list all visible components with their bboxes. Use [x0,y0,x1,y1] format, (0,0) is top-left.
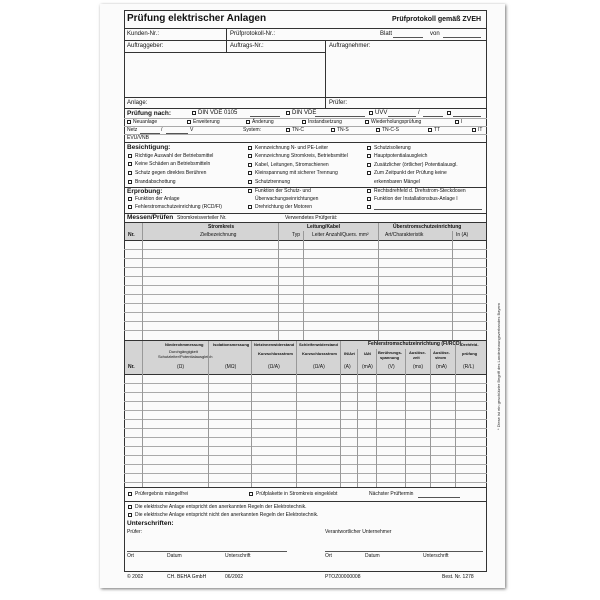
uvv-label: UVV [375,110,388,116]
auftrags-nr-label: Auftrags-Nr.: [230,43,264,49]
form-title: Prüfung elektrischer Anlagen [127,13,267,24]
table2-col-line [251,341,252,487]
col-nr: Nr. [128,232,135,238]
col-schleifen: Schleifenwiderstand [299,342,338,347]
col-beruehrung-1: Berührungs- [378,350,402,355]
table1-col-line [278,223,279,340]
besichtigung-c1-checkbox[interactable] [128,171,132,175]
instandsetzung-checkbox[interactable] [302,120,306,124]
col-in-a: In (A) [456,232,469,238]
tn-c-checkbox[interactable] [286,128,290,132]
besichtigung-c3-checkbox[interactable] [367,154,371,158]
col-durchg-2: Schutzleiter/Potentialausgleich [158,354,213,359]
col-leiter: Leiter Anzahl/Quers. mm² [312,232,369,238]
table1-col-line [378,223,379,340]
maengelfrei-label: Prüfergebnis mängelfrei [135,491,189,497]
col-fehlerstrom: Fehlerstromschutzeinrichtung (FI/RCD) [368,341,462,347]
din-vde-checkbox[interactable] [286,111,290,115]
din-vde-0105-field[interactable] [250,116,280,117]
table2-row-line [124,383,487,384]
pruefer-label: Prüfer: [329,100,348,106]
divider [124,134,487,135]
table2-col-line [142,341,143,487]
ort-label-1: Ort [127,553,134,559]
erprobung-c3-item: Funktion der Installationsbus-Anlage I [374,196,458,202]
erprobung-c2-item-b: Drehrichtung der Motoren [255,204,312,210]
erprobung-c3-checkbox[interactable] [367,197,371,201]
unit-ma-1: (mA) [362,364,373,370]
table2-row-line [124,410,487,411]
unit-v: (V) [388,364,395,370]
type-instandsetzung: Instandsetzung [308,119,342,125]
erprobung-c3-item: Rechtsdrehfeld d. Drehstrom-Steckdosen [374,188,466,194]
besichtigung-c2-item: Schutztrennung [255,179,291,185]
company: CH. BEHA GmbH [167,574,207,580]
table2-row-line [124,401,487,402]
table2-col-line [208,341,209,487]
table2-col-line [455,341,456,487]
uvv-slash: / [418,110,420,116]
erprobung-c1-checkbox[interactable] [128,205,132,209]
divider [124,142,487,143]
erprobung-c2-checkbox[interactable] [248,205,252,209]
table2-row-line [124,392,487,393]
system-tn-c: TN-C [292,127,304,133]
col-kurzschluss-1: Kurzschlussstrom [258,351,293,356]
pruefer-signature-label: Prüfer: [127,529,143,535]
table2-row-line [124,428,487,429]
unit-ohm-a-1: (Ω/A) [268,364,280,370]
uvv-field-1[interactable] [388,116,416,117]
table1-row-line [124,303,487,304]
besichtigung-c3-item: Schutzisolierung [374,145,411,151]
system-tt: TT [434,127,441,133]
col-i-delta-n: IΔN [364,351,371,356]
erprobung-c3-field[interactable] [374,209,482,210]
col-kurzschluss-2: Kurzschlussstrom [302,351,337,356]
auftraggeber-label: Auftraggeber: [127,43,164,49]
unternehmer-signature-label: Verantwortlicher Unternehmer [325,529,392,535]
col-ausloese-zeit-2: zeit [413,355,420,360]
col-niederohm: Niederohmmessung [165,342,204,347]
besichtigung-c2-checkbox[interactable] [248,180,252,184]
besichtigung-c3-checkbox[interactable] [367,163,371,167]
erprobung-c3-checkbox[interactable] [367,189,371,193]
system-tn-c-s: TN-C-S [382,127,399,133]
table2-row-line [124,482,487,483]
divider [124,126,487,127]
datum-label-1: Datum [167,553,182,559]
table2-col-line [340,341,341,487]
naechster-termin-label: Nächster Prüftermin [369,491,414,497]
table1-col-line [452,231,453,340]
col-drehfeld-pruefung: prüfung [462,351,478,356]
besichtigung-c3-cont: erkennbaren Mängel [374,179,420,185]
besichtigung-c1-item: Schutz gegen direktes Berühren [135,170,207,176]
besichtigung-c2-item: Kleinspannung mit sicherer Trennung [255,170,338,176]
col-isolation: Isolationsmessung [213,342,250,347]
erprobung-c1-item: Fehlerstromschutzeinrichtung (RCD/FI) [135,204,222,210]
erprobung-c2-checkbox[interactable] [248,189,252,193]
regel-ja-checkbox[interactable] [128,505,132,509]
col-ausloese-zeit-1: Auslöse- [409,350,426,355]
besichtigung-title: Besichtigung: [127,144,171,151]
besichtigung-c2-item: Kabel, Leitungen, Stromschienen [255,162,329,168]
divider [124,213,487,214]
regel-nein-checkbox[interactable] [128,513,132,517]
besichtigung-c1-checkbox[interactable] [128,154,132,158]
unit-rl: (R/L) [463,364,475,370]
regel-ja-label: Die elektrische Anlage entspricht den anerkannten Regeln der Elektrotechnik. [135,504,307,510]
tn-c-s-checkbox[interactable] [376,128,380,132]
netz-label: Netz [127,127,138,133]
neuanlage-checkbox[interactable] [127,120,131,124]
col-drehfeld: Drehfeld- [461,342,479,347]
erprobung-c1-checkbox[interactable] [128,197,132,201]
form-subtitle: Prüfprotokoll gemäß ZVEH [392,16,482,23]
von-label: von [430,31,440,37]
table2-row-line [124,419,487,420]
besichtigung-c1-item: Brandabschottung [135,179,176,185]
col-netzinnen: Netzinnenwiderstand [254,342,295,347]
col-leitung-kabel: Leitung/Kabel [307,224,341,230]
table1-col-line [142,223,143,340]
besichtigung-c2-checkbox[interactable] [248,146,252,150]
table1-row-line [124,276,487,277]
uvv-extra-field[interactable] [453,116,481,117]
pruefgeraet-label: Verwendetes Prüfgerät: [285,215,338,221]
divider [124,108,487,109]
messen-title: Messen/Prüfen [127,214,174,221]
pruefung-nach-label: Prüfung nach: [127,110,172,117]
col-ueberstrom: Überstromschutzeinrichtung [393,224,462,230]
it-checkbox[interactable] [472,128,476,132]
edition-date: 06/2002 [225,574,244,580]
table1-row-line [124,330,487,331]
unit-ma-2: (mA) [436,364,447,370]
anlage-label: Anlage: [127,100,148,106]
col-stromkreis: Stromkreis [208,224,235,230]
erprobung-c1-item: Funktion der Anlage [135,196,180,202]
netz-slash: / [161,127,163,133]
col-art: Art/Charakteristik [385,232,424,238]
erprobung-c2-item-a-cont: Überwachungseinrichtungen [255,196,319,202]
system-tn-s: TN-S [337,127,349,133]
divider [124,374,487,375]
table2-row-line [124,455,487,456]
von-field[interactable] [443,37,481,38]
verteiler-label: Stromkreisverteiler Nr. [177,215,227,221]
type-wiederholung: Wiederholungsprüfung [371,119,422,125]
divider [124,52,326,53]
table1-row-line [124,321,487,322]
order-number: Best. Nr. 1278 [442,574,474,580]
table2-row-line [124,464,487,465]
divider [124,40,487,41]
type-aenderung: Änderung [252,119,274,125]
unit-ohm: (Ω) [177,364,185,370]
erprobung-c3-checkbox[interactable] [367,205,371,209]
system-label: System: [243,127,262,133]
unterschriften-title: Unterschriften: [127,520,174,527]
wiederholung-checkbox[interactable] [365,120,369,124]
type-neuanlage: Neuanlage [133,119,158,125]
naechster-termin-field[interactable] [418,497,460,498]
maengelfrei-checkbox[interactable] [128,492,132,496]
tt-checkbox[interactable] [428,128,432,132]
regel-nein-label: Die elektrische Anlage entspricht nicht den anerkannten Regeln der Elektrotechnik. [135,512,319,518]
ort-label-2: Ort [325,553,332,559]
copyright: © 2002 [127,574,144,580]
table2-row-line [124,446,487,447]
unterschrift-label-2: Unterschrift [423,553,449,559]
unit-ohm-a-2: (Ω/A) [313,364,325,370]
col-beruehrung-2: spannung [380,355,400,360]
table1-row-line [124,249,487,250]
auftragnehmer-label: Auftragnehmer: [329,43,371,49]
divider [124,240,487,241]
table1-row-line [124,258,487,259]
col-ausloese-strom-2: strom [435,355,447,360]
besichtigung-c3-item: Zum Zeitpunkt der Prüfung keine [374,170,447,176]
col-in-art: IN/Art [344,351,355,356]
besichtigung-c3-item: Hauptpotentialausgleich [374,153,428,159]
uvv-extra-checkbox[interactable] [447,111,451,115]
besichtigung-c2-checkbox[interactable] [248,154,252,158]
din-vde-0105-checkbox[interactable] [192,111,196,115]
din-vde-field[interactable] [315,116,365,117]
type-extra-label: I [461,119,463,125]
divider [124,97,487,98]
table2-col-line [357,349,358,487]
netz-unit: V [190,127,194,133]
type-extra-checkbox[interactable] [455,120,459,124]
table2-col-line [376,349,377,487]
table1-row-line [124,285,487,286]
pruefplakette-label: Prüfplakette in Stromkreis eingeklebt [256,491,338,497]
divider [124,501,487,502]
datum-label-2: Datum [365,553,380,559]
table1-row-line [124,267,487,268]
system-it: IT [478,127,483,133]
besichtigung-c1-checkbox[interactable] [128,162,132,166]
unternehmer-signature-line[interactable] [325,551,483,552]
table1-row-line [124,312,487,313]
table1-col-line [303,231,304,340]
besichtigung-c3-checkbox[interactable] [367,171,371,175]
erprobung-title: Erprobung: [127,188,163,195]
uvv-field-2[interactable] [423,116,443,117]
besichtigung-c1-checkbox[interactable] [128,180,132,184]
divider [124,28,487,29]
table2-row-line [124,473,487,474]
pruefplakette-checkbox[interactable] [249,492,253,496]
table1-row-line [124,294,487,295]
type-erweiterung: Erweiterung [193,119,220,125]
evu-label: EVU/VNB [127,135,149,141]
col-typ: Typ [292,232,301,238]
din-vde-0105-label: DIN VDE 0105 [198,110,238,116]
uvv-checkbox[interactable] [369,111,373,115]
unit-mohm: (MΩ) [225,364,237,370]
unit-ms: (ms) [413,364,423,370]
besichtigung-c1-item: Keine Schäden an Betriebsmitteln [135,161,211,167]
besichtigung-c3-checkbox[interactable] [367,146,371,150]
besichtigung-c1-item: Richtige Auswahl der Betriebsmittel [135,153,214,159]
besichtigung-c2-checkbox[interactable] [248,171,252,175]
erweiterung-checkbox[interactable] [187,120,191,124]
besichtigung-c3-item: Zusätzlicher (örtlicher) Potentialausgl. [374,162,458,168]
pruefer-signature-line[interactable] [127,551,287,552]
table2-col-line [296,341,297,487]
kunden-nr-label: Kunden-Nr.: [127,31,160,37]
tn-s-checkbox[interactable] [331,128,335,132]
col-zielbezeichnung: Zielbezeichnung [200,232,237,238]
side-note: * Diese ist ein geschützter Begriff des Landesinnungsverbandes Bayern [496,302,501,430]
table2-col-line [430,349,431,487]
divider [124,487,487,488]
form-code: PTOZ00000008 [325,574,361,580]
besichtigung-c2-checkbox[interactable] [248,163,252,167]
aenderung-checkbox[interactable] [246,120,250,124]
din-vde-label: DIN VDE [292,110,317,116]
blatt-label: Blatt [380,31,393,37]
col-durchg-1: Durchgängigkeit [169,349,198,354]
table2-col-line [405,349,406,487]
unterschrift-label-1: Unterschrift [225,553,251,559]
pruefprotokoll-nr-label: Prüfprotokoll-Nr.: [230,31,276,37]
divider [226,28,227,52]
col-ausloese-strom-1: Auslöse- [433,350,450,355]
besichtigung-c2-item: Kennzeichnung Stromkreis, Betriebsmittel [255,153,348,159]
erprobung-c2-item-a: Funktion der Schutz- und [255,188,311,194]
divider [124,118,487,119]
besichtigung-c2-item: Kennzeichnung N- und PE-Leiter [255,145,329,151]
table2-row-line [124,437,487,438]
unit-a: (A) [344,364,351,370]
blatt-field[interactable] [393,37,423,38]
col2-nr: Nr. [128,364,135,370]
